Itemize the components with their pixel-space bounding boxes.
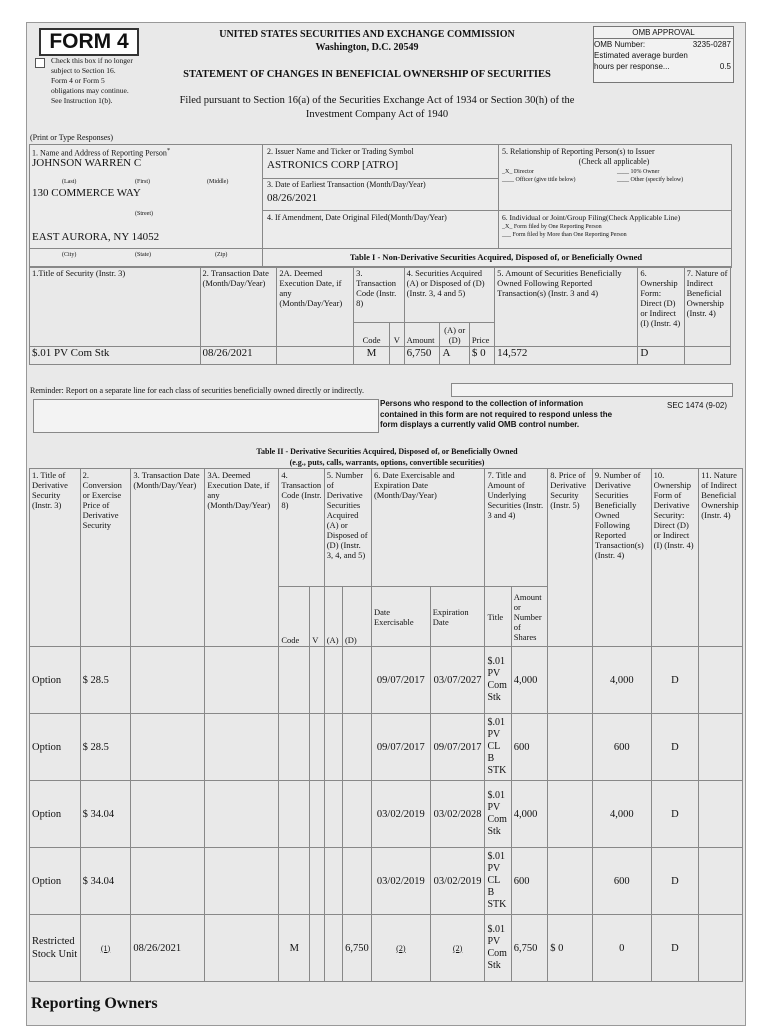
omb-approval-box [593,26,734,83]
t2-cell-date-exercisable: 09/07/2017 [371,714,430,781]
t2-cell-expiration-date: 09/07/2017 [430,714,485,781]
sec-reference: SEC 1474 (9-02) [667,401,728,410]
officer-option[interactable]: ____ Officer (give title below) [502,177,576,183]
t2-cell-title: Option [30,848,81,915]
omb-title: OMB APPROVAL [594,27,733,39]
t1-h-amount-owned: 5. Amount of Securities Beneficially Owned Following Reported Transaction(s) (Instr. 3 and 4) [495,267,638,347]
form-page [26,22,746,1026]
t2-cell-deemed-date [205,647,279,714]
agency-location: Washington, D.C. 20549 [315,42,419,53]
t2-h-price: 8. Price of Derivative Security (Instr. 5) [548,469,593,647]
t2-cell-transaction-date [131,848,205,915]
t2-cell-underlying-amount: 6,750 [511,915,547,982]
ten-pct-owner-option[interactable]: ____ 10% Owner [617,169,660,175]
t1-h-title: 1.Title of Security (Instr. 3) [30,267,201,347]
issuer-name: ASTRONICS CORP [ATRO] [267,159,399,171]
t2-cell-v [310,781,324,848]
t2-h-deemed: 3A. Deemed Execution Date, if any (Month/Day/Year) [205,469,279,647]
earliest-date: 08/26/2021 [267,192,318,204]
t1-cell-owned: 14,572 [495,347,638,365]
t1-cell-date: 08/26/2021 [200,347,277,365]
t2-cell-acquired [324,848,342,915]
t1-h-date: 2. Transaction Date (Month/Day/Year) [200,267,277,347]
t2-cell-ownership-form: D [651,848,699,915]
t2-cell-nature [699,781,743,848]
t2-cell-acquired [324,714,342,781]
t2-cell-ownership-form: D [651,915,699,982]
t2-cell-ownership-form: D [651,781,699,848]
t2-h-conversion: 2. Conversion or Exercise Price of Derivative Security [80,469,131,647]
t2-cell-expiration-date[interactable]: (2) [430,915,485,982]
t1-h-aord: (A) or (D) [440,323,469,347]
t2-cell-derivative-price [548,647,593,714]
t2-cell-underlying-amount: 600 [511,714,547,781]
table2-subtitle: (e.g., puts, calls, warrants, options, convertible securities) [289,458,485,467]
t1-cell-aord: A [440,347,469,365]
t1-cell-code: M [354,347,390,365]
t2-cell-date-exercisable[interactable]: (2) [371,915,430,982]
t2-cell-disposed [342,647,371,714]
omb-burden-line1: Estimated average burden [594,51,688,60]
t1-h-code: 3. Transaction Code (Instr. 8) [354,267,405,323]
t2-cell-disposed [342,848,371,915]
t2-cell-transaction-date [131,647,205,714]
blank-box-left [33,399,379,433]
agency-name: UNITED STATES SECURITIES AND EXCHANGE COMMISSION [219,29,515,40]
middle-label: (Middle) [207,179,229,185]
t2-cell-derivative-price [548,848,593,915]
t2-h-date-ex: Date Exercisable [371,587,430,647]
t2-cell-owned-following: 600 [592,848,651,915]
t2-cell-nature [699,714,743,781]
t2-cell-transaction-date: 08/26/2021 [131,915,205,982]
t2-cell-transaction-date [131,781,205,848]
reporting-owners-heading: Reporting Owners [31,995,158,1012]
t2-cell-disposed: 6,750 [342,915,371,982]
t2-cell-deemed-date [205,781,279,848]
t2-h-underlying: 7. Title and Amount of Underlying Securities (Instr. 3 and 4) [485,469,548,587]
t2-cell-disposed [342,781,371,848]
t2-cell-conversion-price: $ 28.5 [80,714,131,781]
t1-h-securities: 4. Securities Acquired (A) or Disposed of (D) (Instr. 3, 4 and 5) [404,267,495,323]
omb-burden-value: 0.5 [719,62,731,71]
t2-h-number: 5. Number of Derivative Securities Acquired (A) or Disposed of (D) (Instr. 3, 4, and 5) [324,469,371,587]
t2-cell-underlying-title: $.01 PV Com Stk [485,647,511,714]
statement-title: STATEMENT OF CHANGES IN BENEFICIAL OWNERSHIP OF SECURITIES [183,69,551,80]
street-label: (Street) [135,211,153,217]
t2-h-a: (A) [324,587,342,647]
t2-cell-code: M [279,915,310,982]
t2-cell-deemed-date [205,915,279,982]
t2-cell-underlying-amount: 4,000 [511,647,547,714]
t2-h-owned: 9. Number of Derivative Securities Beneficially Owned Following Reported Transaction(s) (Instr. 4) [592,469,651,647]
t2-cell-deemed-date [205,848,279,915]
omb-number: 3235-0287 [692,40,731,49]
t2-cell-date-exercisable: 09/07/2017 [371,647,430,714]
director-option[interactable]: _X_ Director [502,169,534,175]
t2-h-dates: 6. Date Exercisable and Expiration Date (Month/Day/Year) [371,469,485,587]
t2-cell-v [310,714,324,781]
t2-cell-transaction-date [131,714,205,781]
filed-pursuant-line1: Filed pursuant to Section 16(a) of the Securities Exchange Act of 1934 or Section 30(h) of the [179,95,575,106]
t2-cell-underlying-title: $.01 PV CL B STK [485,848,511,915]
t2-h-title: 1. Title of Derivative Security (Instr. 3) [30,469,81,647]
t1-h-ownership-form: 6. Ownership Form: Direct (D) or Indirect (I) (Instr. 4) [638,267,684,347]
t2-cell-title: Option [30,647,81,714]
t2-cell-conversion-price: $ 28.5 [80,647,131,714]
box5-label: 5. Relationship of Reporting Person(s) to Issuer [502,147,655,156]
t2-cell-code [279,647,310,714]
t1-cell-v [389,347,404,365]
t2-h-exp: Expiration Date [430,587,485,647]
t1-h-amount: Amount [404,323,440,347]
t2-cell-v [310,915,324,982]
street-address: 130 COMMERCE WAY [32,187,141,199]
table2 [29,468,743,982]
t2-cell-owned-following: 4,000 [592,781,651,848]
city-label: (City) [62,252,77,258]
t2-cell-acquired [324,915,342,982]
t2-h-nature: 11. Nature of Indirect Beneficial Ownership (Instr. 4) [699,469,743,647]
box3-label: 3. Date of Earliest Transaction (Month/Day/Year) [267,180,426,189]
zip-label: (Zip) [215,252,228,258]
table2-title: Table II - Derivative Securities Acquired, Disposed of, or Beneficially Owned [256,447,518,456]
state-label: (State) [135,252,151,258]
box2-label: 2. Issuer Name and Ticker or Trading Symbol [267,147,414,156]
t2-h-utitle: Title [485,587,511,647]
t2-cell-code [279,848,310,915]
t1-h-deemed: 2A. Deemed Execution Date, if any (Month/Day/Year) [277,267,354,347]
t2-cell-disposed [342,714,371,781]
t2-cell-ownership-form: D [651,647,699,714]
t1-cell-title: $.01 PV Com Stk [30,347,201,365]
t2-h-code-sub: Code [279,587,310,647]
t2-cell-v [310,848,324,915]
form-title: FORM 4 [39,28,139,56]
t2-cell-owned-following: 600 [592,714,651,781]
t2-cell-title: Restricted Stock Unit [30,915,81,982]
table1-title: Table I - Non-Derivative Securities Acquired, Disposed of, or Beneficially Owned [349,252,643,262]
t1-h-price: Price [469,323,494,347]
t2-cell-underlying-title: $.01 PV Com Stk [485,781,511,848]
reporting-person-name: JOHNSON WARREN C [32,157,142,169]
table-row [30,647,743,714]
t2-h-uamount: Amount or Number of Shares [511,587,547,647]
t2-h-d: (D) [342,587,371,647]
table-row [30,714,743,781]
t2-cell-underlying-amount: 600 [511,848,547,915]
one-person-option[interactable]: _X_ Form filed by One Reporting Person [502,224,602,230]
box4-label: 4. If Amendment, Date Original Filed(Month/Day/Year) [267,213,447,222]
t2-cell-title: Option [30,781,81,848]
t1-cell-form: D [638,347,684,365]
persons-note [380,399,660,431]
reminder-box-right [451,383,733,397]
t2-cell-underlying-title: $.01 PV Com Stk [485,915,511,982]
t2-cell-nature [699,915,743,982]
t2-cell-code [279,781,310,848]
t2-cell-derivative-price [548,714,593,781]
t2-cell-owned-following: 4,000 [592,647,651,714]
t2-cell-ownership-form: D [651,714,699,781]
t2-h-form: 10. Ownership Form of Derivative Security: Direct (D) or Indirect (I) (Instr. 4) [651,469,699,647]
box1-label: 1. Name and Address of Reporting Person* [32,147,171,158]
t2-cell-conversion-price[interactable]: (1) [80,915,131,982]
t2-cell-expiration-date: 03/02/2019 [430,848,485,915]
t1-h-v: V [389,323,404,347]
t2-cell-deemed-date [205,714,279,781]
box6-label: 6. Individual or Joint/Group Filing(Check Applicable Line) [502,213,681,222]
t2-cell-derivative-price [548,781,593,848]
t2-cell-date-exercisable: 03/02/2019 [371,848,430,915]
t1-cell-price: $ 0 [469,347,494,365]
persons-note-line3: form displays a currently valid OMB control number. [380,420,580,429]
t2-cell-title: Option [30,714,81,781]
t2-cell-expiration-date: 03/02/2028 [430,781,485,848]
no-longer-subject-checkbox[interactable] [35,58,45,68]
t2-h-date: 3. Transaction Date (Month/Day/Year) [131,469,205,647]
t1-h-code-sub: Code [354,323,390,347]
print-note: (Print or Type Responses) [30,133,114,142]
t2-cell-date-exercisable: 03/02/2019 [371,781,430,848]
t2-h-code: 4. Transaction Code (Instr. 8) [279,469,324,587]
t2-cell-underlying-amount: 4,000 [511,781,547,848]
table-row [30,848,743,915]
t2-cell-owned-following: 0 [592,915,651,982]
last-label: (Last) [62,179,77,185]
filed-pursuant-line2: Investment Company Act of 1940 [305,109,449,120]
check-box-text: Check this box if no longer subject to Section 16. Form 4 or Form 5 obligations may continue. See Instruction 1(b). [51,56,133,105]
other-option[interactable]: ____ Other (specify below) [617,177,684,183]
table-row [30,781,743,848]
t2-cell-expiration-date: 03/07/2027 [430,647,485,714]
t2-cell-code [279,714,310,781]
first-label: (First) [135,179,150,185]
table1 [29,266,731,365]
t1-h-nature: 7. Nature of Indirect Beneficial Ownership (Instr. 4) [684,267,730,347]
t1-cell-amount: 6,750 [404,347,440,365]
multi-person-option[interactable]: ___ Form filed by More than One Reporting Person [502,232,627,238]
omb-burden-line2: hours per response... [594,62,670,71]
t1-cell-nature [684,347,730,365]
persons-note-line2: contained in this form are not required to respond unless the [380,409,613,419]
t2-cell-conversion-price: $ 34.04 [80,781,131,848]
box5-sub: (Check all applicable) [578,157,650,166]
t2-cell-acquired [324,781,342,848]
reminder-text: Reminder: Report on a separate line for each class of securities beneficially owned directly or indirectly. [30,386,365,395]
persons-note-line1: Persons who respond to the collection of information [380,399,584,408]
t2-cell-nature [699,848,743,915]
table-row [30,347,731,365]
t2-cell-acquired [324,647,342,714]
t2-h-v: V [310,587,324,647]
t2-cell-derivative-price: $ 0 [548,915,593,982]
table-row [30,915,743,982]
t2-cell-conversion-price: $ 34.04 [80,848,131,915]
t1-cell-deemed [277,347,354,365]
t2-cell-v [310,647,324,714]
omb-number-label: OMB Number: [594,40,646,49]
t2-cell-underlying-title: $.01 PV CL B STK [485,714,511,781]
t2-cell-nature [699,647,743,714]
city-state-zip: EAST AURORA, NY 14052 [32,231,160,243]
